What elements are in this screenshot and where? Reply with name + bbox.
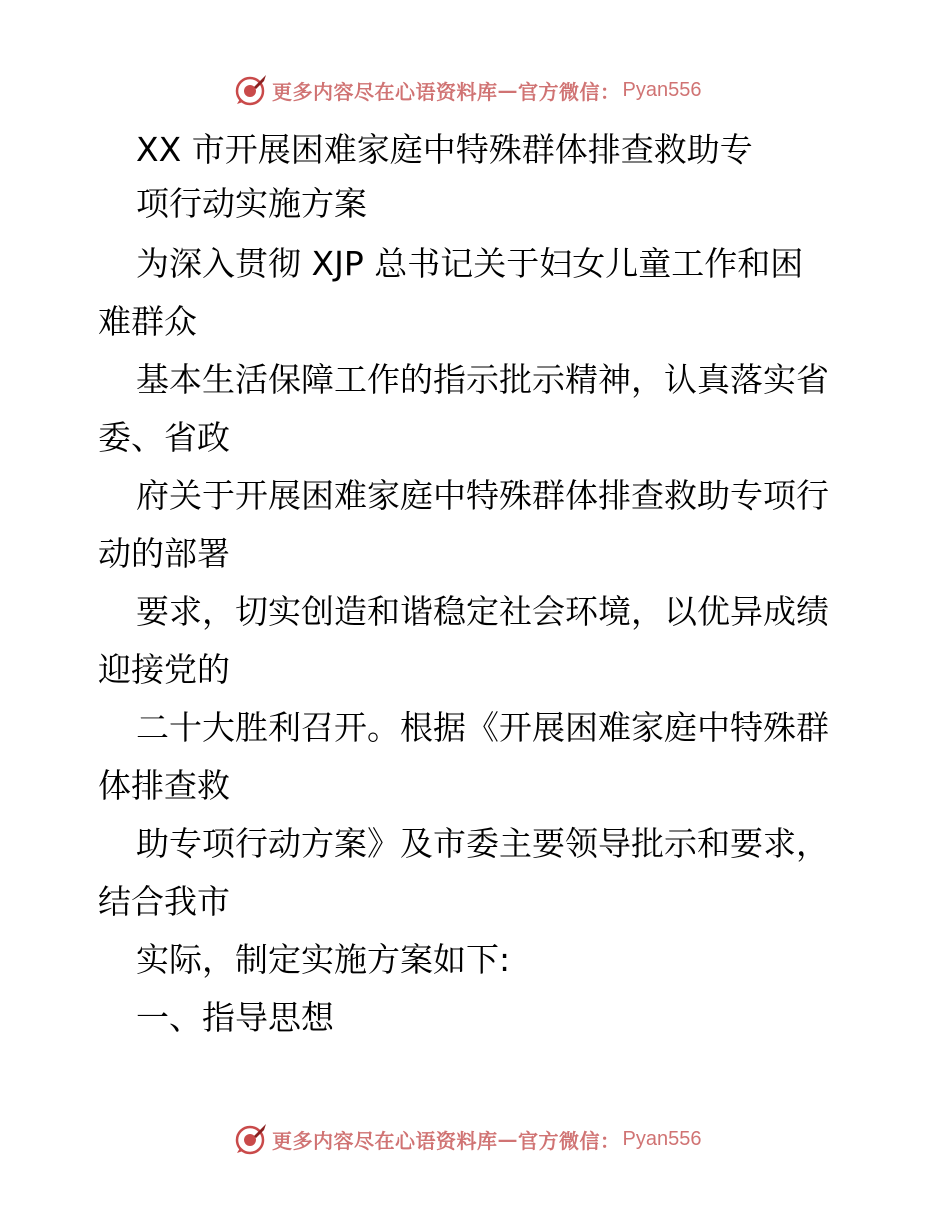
section-heading: 一、指导思想 [136, 998, 334, 1037]
paragraph-line: 委、省政 [98, 418, 230, 457]
paragraph-line: 府关于开展困难家庭中特殊群体排查救助专项行 [136, 476, 829, 515]
paragraph-line: 助专项行动方案》及市委主要领导批示和要求， [136, 824, 829, 863]
quill-pen-seal-icon [234, 1122, 268, 1156]
title-line-2: 项行动实施方案 [136, 184, 367, 223]
watermark-site-text: 更多内容尽在心语资料库 [272, 79, 498, 104]
paragraph-line: 动的部署 [98, 534, 230, 573]
paragraph-line: 结合我市 [98, 882, 230, 921]
watermark-separator: — [497, 78, 518, 102]
footer-watermark [234, 1119, 701, 1159]
title-line-1: XX 市开展困难家庭中特殊群体排查救助专 [136, 130, 753, 169]
paragraph-line: 二十大胜利召开。根据《开展困难家庭中特殊群 [136, 708, 829, 747]
paragraph-line: 要求，切实创造和谐稳定社会环境，以优异成绩 [136, 592, 829, 631]
watermark-account: Pyan556 [622, 1127, 702, 1150]
paragraph-line: 实际，制定实施方案如下: [136, 940, 511, 979]
watermark-wechat-label: 官方微信： [518, 79, 621, 104]
watermark-site-text: 更多内容尽在心语资料库 [272, 1128, 498, 1153]
paragraph-line: 为深入贯彻 XJP 总书记关于妇女儿童工作和困 [136, 244, 804, 283]
paragraph-line: 迎接党的 [98, 650, 230, 689]
watermark-wechat-label: 官方微信： [518, 1128, 621, 1153]
quill-pen-seal-icon [234, 73, 268, 107]
watermark-separator: — [497, 1127, 518, 1151]
watermark-account: Pyan556 [622, 78, 702, 101]
paragraph-line: 难群众 [98, 302, 197, 341]
paragraph-line: 基本生活保障工作的指示批示精神，认真落实省 [136, 360, 829, 399]
header-watermark [234, 70, 701, 110]
paragraph-line: 体排查救 [98, 766, 230, 805]
